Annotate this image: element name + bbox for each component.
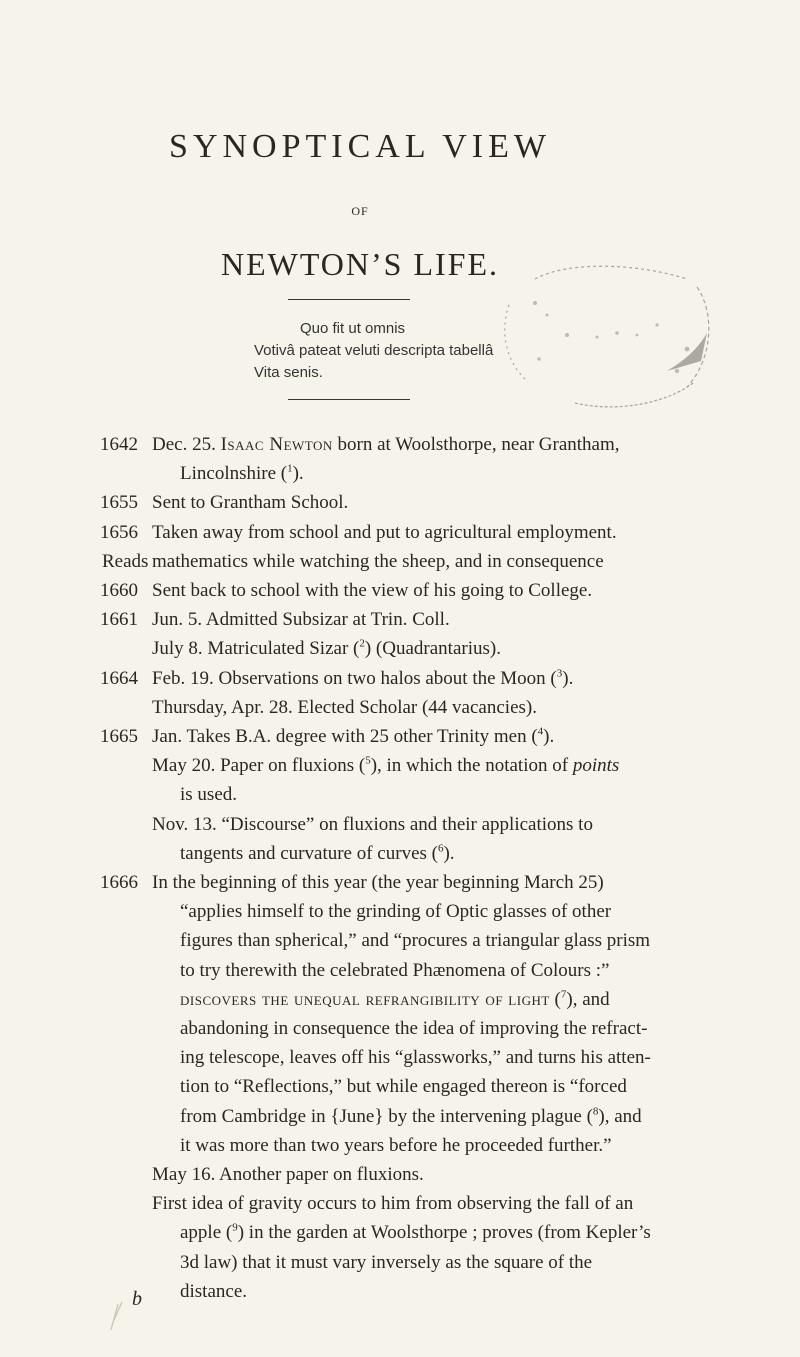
entry-1665-nov (0, 810, 800, 868)
divider-top (288, 299, 410, 300)
entry-text: Taken away from school and put to agricultural employment. (152, 521, 617, 543)
entry-text: Dec. 25. (152, 434, 221, 455)
entry-year: 1661 (100, 609, 138, 631)
entry-1665-may: May 20. Paper on fluxions ($^5$), in which the notation of points is used. (0, 751, 800, 809)
entry-1664-april (0, 693, 800, 722)
footnote-ref: 1 (287, 462, 293, 475)
chronology (0, 430, 800, 1306)
entry-1664: 1664 Feb. 19. Observations on two halos about the Moon ($^3$). (0, 664, 800, 693)
entry-text: In the beginning of this year (the year beginning March 25) (152, 872, 604, 894)
latin-motto (254, 318, 493, 384)
ink-blot-icon (108, 1300, 128, 1336)
motto-line-2: Votivâ pateat veluti descripta tabellâ (254, 342, 494, 359)
entry-1661-july: July 8. Matriculated Sizar ($^2$) (Quadrantarius). (152, 638, 501, 660)
entry-year: 1666 (100, 872, 138, 894)
entry-text: First idea of gravity occurs to him from observing the fall of an (152, 1193, 634, 1215)
entry-1660 (0, 576, 800, 605)
entry-text: Jun. 5. Admitted Subsizar at Trin. Coll. (152, 609, 450, 631)
entry-1642 (0, 430, 800, 488)
entry-continuation: is used. (180, 784, 237, 806)
entry-continuation: tangents and curvature of curves ($^6$). (180, 842, 455, 864)
title-connector: OF (351, 204, 369, 218)
entry-text: Sent to Grantham School. (152, 492, 349, 514)
entry-year: 1665 (100, 726, 138, 748)
entry-text: Nov. 13. “Discourse” on fluxions and their applications to (152, 813, 593, 835)
entry-year: 1664 (100, 667, 138, 689)
entry-text: May 16. Another paper on fluxions. (152, 1164, 424, 1186)
entry-text: July 8. Matriculated Sizar ( (152, 638, 360, 660)
entry-reads (0, 547, 800, 576)
entry-1661 (0, 605, 800, 634)
entry-text: Sent back to school with the view of his going to College. (152, 580, 593, 602)
entry-year: 1660 (100, 580, 138, 602)
entry-year: 1656 (100, 521, 138, 543)
footnote-ref: 5 (365, 754, 371, 767)
entry-text: mathematics while watching the sheep, and in consequence (152, 550, 604, 572)
entry-1666-gravity: First idea of gravity occurs to him from observing the fall of an apple ($^9$) in the garden at Woolsthorpe ; proves (from Kepler’s 3d law) that it must vary inversely as the square of the distance. (152, 1193, 651, 1302)
divider-bottom (288, 399, 410, 400)
entry-1666-may (0, 1160, 800, 1189)
footnote-ref: 3 (556, 667, 563, 680)
entry-1655 (0, 488, 800, 517)
entry-text: Thursday, Apr. 28. Elected Scholar (44 vacancies). (152, 696, 537, 718)
entry-text: Jan. Takes B.A. degree with 25 other Trinity men ( (152, 726, 538, 748)
motto-line-1: Quo fit ut omnis (300, 320, 406, 337)
footnote-ref: 6 (437, 842, 444, 855)
page-title: SYNOPTICAL VIEW (169, 128, 551, 165)
footnote-ref: 2 (359, 638, 365, 651)
person-name: Isaac Newton (220, 434, 333, 455)
entry-1656 (0, 518, 800, 547)
entry-1665: 1665 Jan. Takes B.A. degree with 25 other Trinity men ($^4$). (0, 722, 800, 751)
seal-stamp-icon (487, 263, 717, 413)
small-caps-phrase: discovers the unequal refrangibility of light (180, 988, 550, 1010)
entry-lead-word: Reads (102, 550, 149, 572)
signature-mark: b (132, 1288, 142, 1310)
entry-continuation: Lincolnshire ($^1$). (180, 462, 304, 485)
italic-term: points (572, 755, 620, 777)
entry-text: May 20. Paper on fluxions ( (152, 755, 366, 777)
footnote-ref: 7 (560, 988, 567, 1001)
entry-year: 1642 (100, 434, 138, 455)
footnote-ref: 8 (592, 1105, 599, 1118)
entry-text: Feb. 19. Observations on two halos about the Moon ( (152, 667, 557, 689)
entry-text-tail: born at Woolsthorpe, near Grantham, (332, 434, 620, 455)
footnote-ref: 4 (537, 725, 544, 738)
motto-line-3: Vita senis. (254, 364, 323, 381)
entry-year: 1655 (100, 492, 138, 514)
entry-1666: 1666 In the beginning of this year (the year beginning March 25) “applies himself to the grinding of Optic glasses of other figures than spherical,” and “procures a triangular glass prism to try therewith the celebrated Phænomena of Colours :” discovers the unequal refrangibility of light ($^7$), and abandoning in consequence the idea of improving the refract- ing telescope, leaves off his “glassworks,” and turns his atten- tion to “Reflections,” but while engaged thereon is “forced from Cambridge in {June} by the intervening plague ($^8$), and it was more than two years before he proceeded further.” (0, 868, 800, 1160)
page-subtitle: NEWTON’S LIFE. (220, 246, 500, 282)
footnote-ref: 9 (232, 1222, 238, 1235)
